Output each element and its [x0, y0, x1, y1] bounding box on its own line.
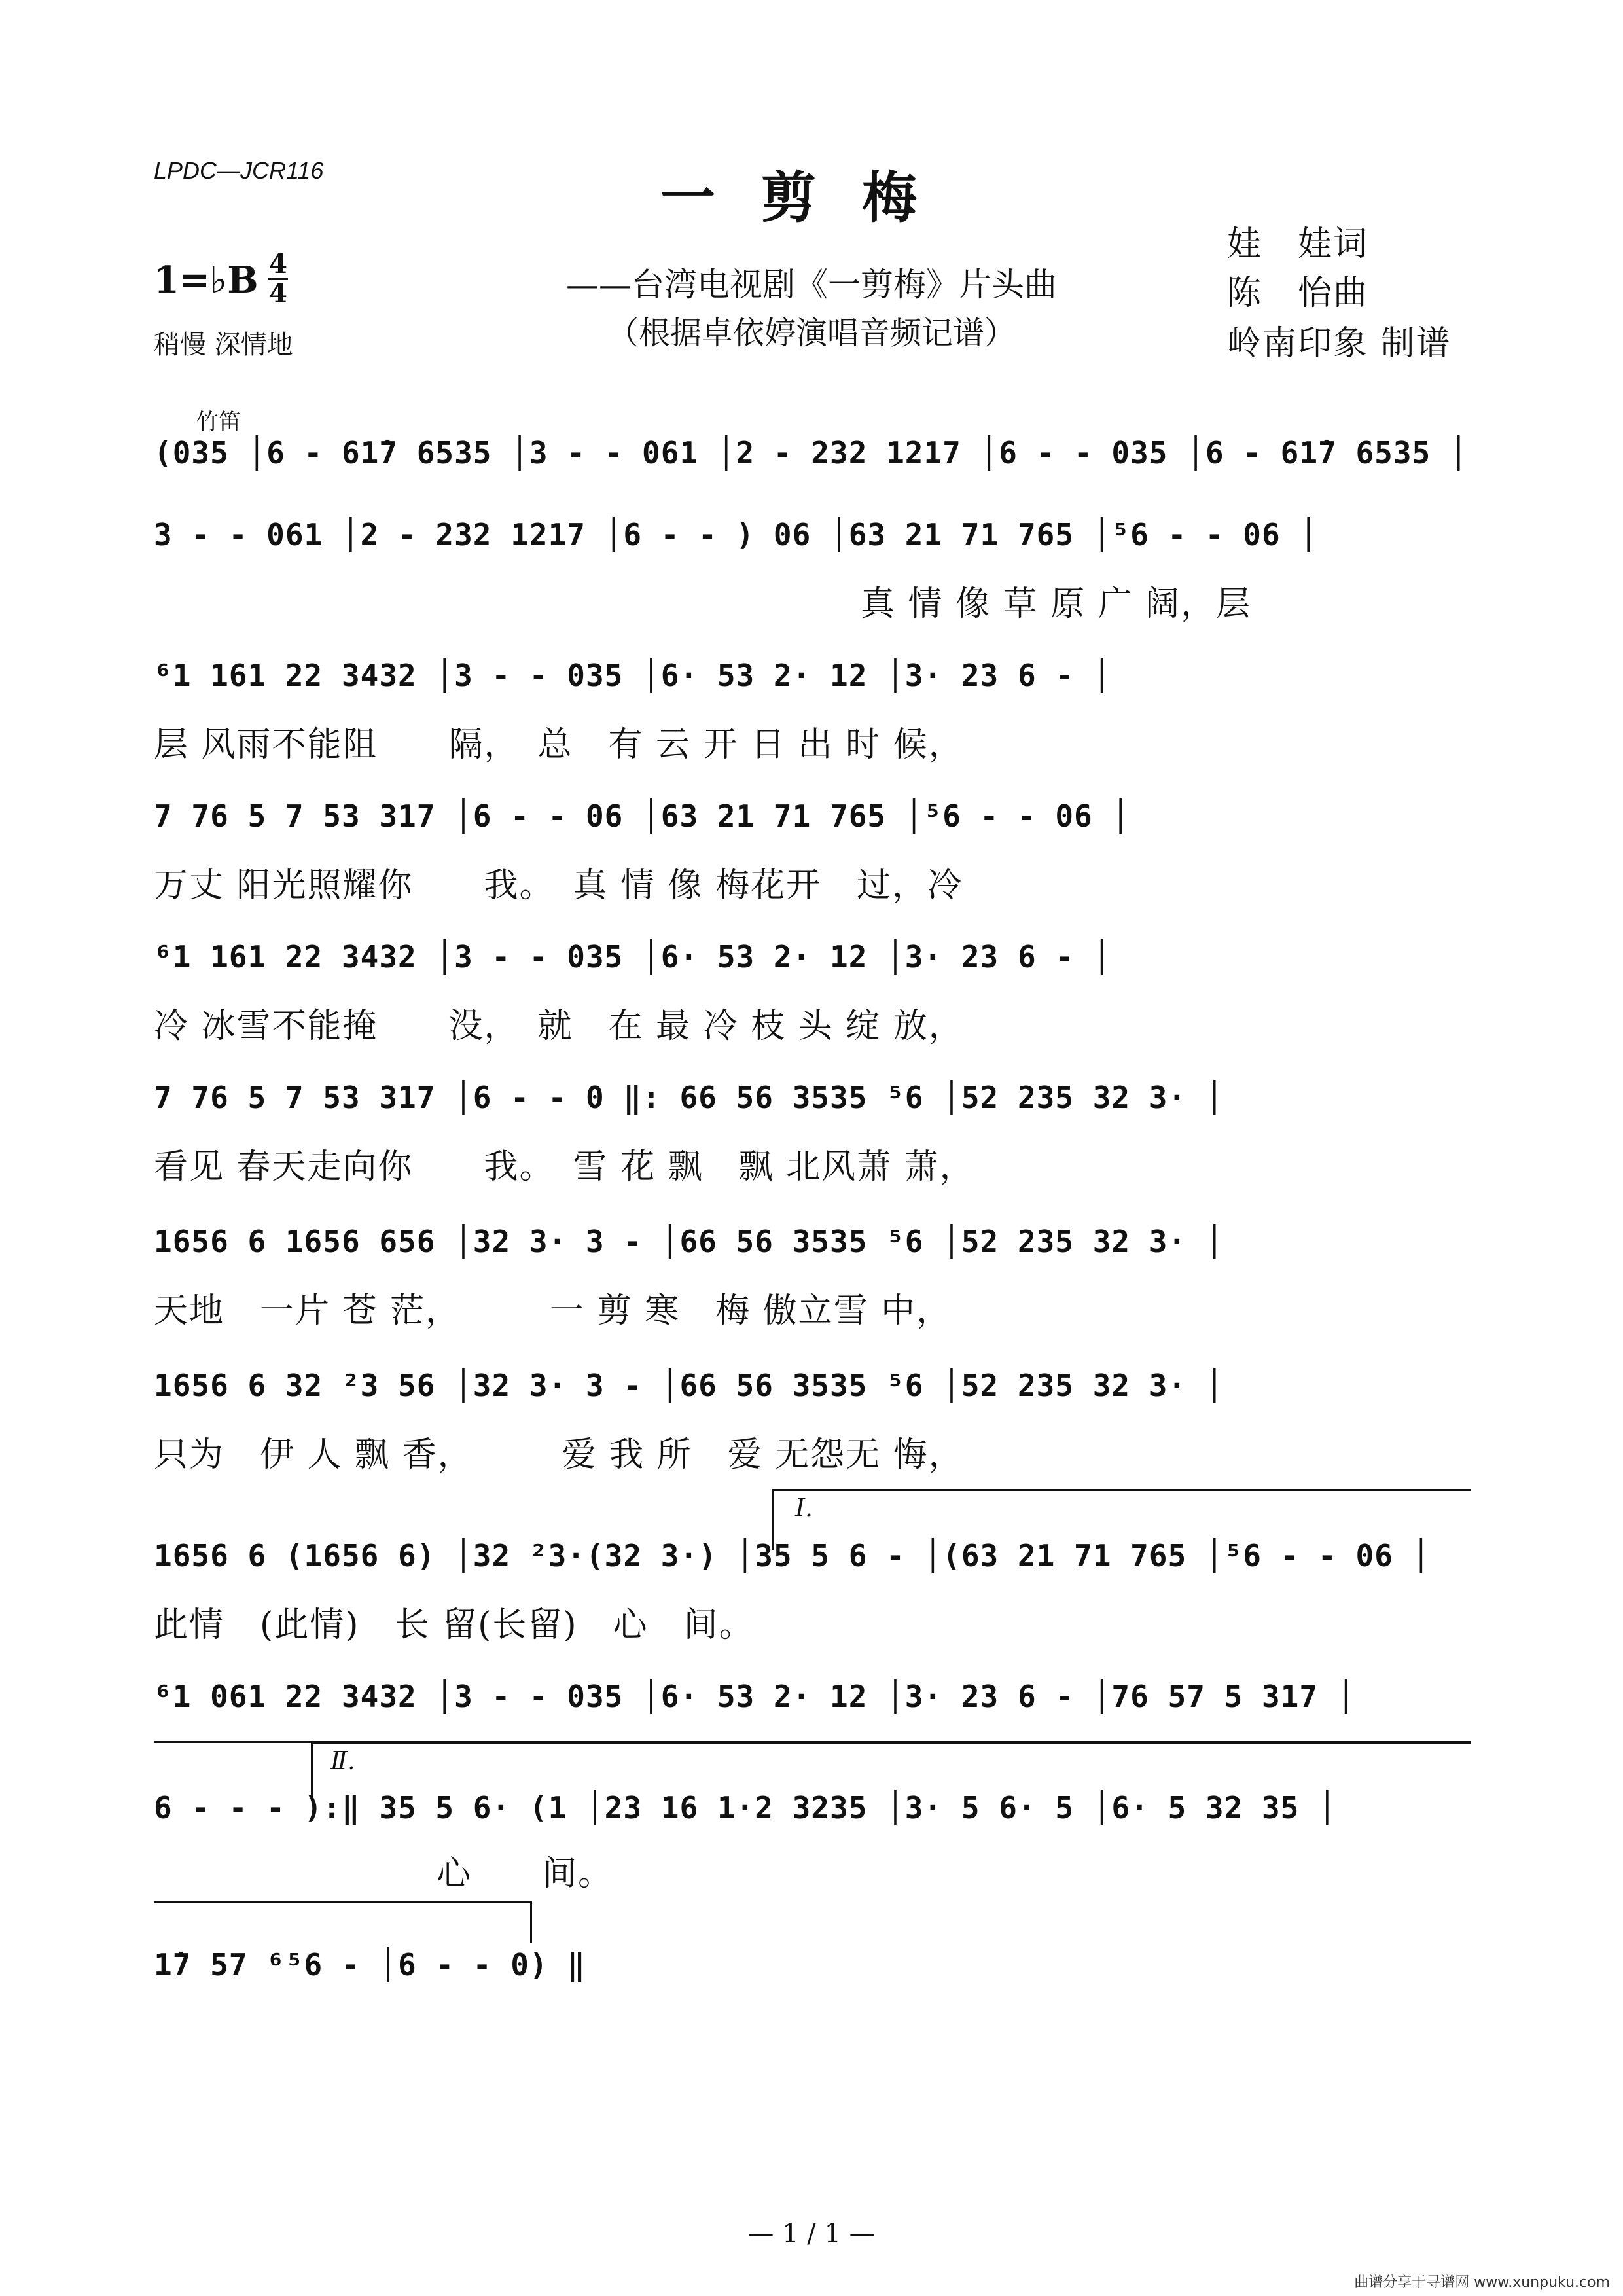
score-line-5-notes: ⁶1 161 22 3432 │3 - - 035 │6· 53 2· 12 │3· 23 6 - │ [154, 939, 1112, 975]
instrument-label: 竹笛 [196, 409, 241, 435]
song-title: 一剪梅 [660, 165, 963, 230]
score-line-6-notes: 7 76 5 7 53 317 │6 - - 0 ‖: 66 56 3535 ⁵6 │52 235 32 3· │ [154, 1080, 1224, 1115]
score-line-7-notes: 1656 6 1656 656 │32 3· 3 - │66 56 3535 ⁵6 │52 235 32 3· │ [154, 1224, 1224, 1259]
score-line-9-lyrics: 此情 (此情) 长 留(长留) 心 间。 [154, 1605, 755, 1645]
score-line-2-lyrics: 真 情 像 草 原 广 阔，层 [154, 584, 1252, 624]
arranger-credit: 岭南印象 制谱 [1227, 324, 1452, 363]
score-line-7-lyrics: 天地 一片 苍 茫， 一 剪 寒 梅 傲立雪 中， [154, 1291, 952, 1331]
volta-2-bracket [311, 1742, 1471, 1797]
score-line-6-lyrics: 看见 春天走向你 我。 雪 花 飘 飘 北风萧 萧， [154, 1147, 975, 1187]
source-note: （根据卓依婷演唱音频记谱） [607, 315, 1016, 351]
site-watermark: 曲谱分享于寻谱网 www.xunpuku.com [1354, 2274, 1610, 2291]
score-line-1-notes: (035 │6 - 61̇7 6535 │3 - - 061 │2 - 232 1217 │6 - - 035 │6 - 61̇7 6535 │ [154, 435, 1469, 471]
score-line-12-notes: 1̇7 57 ⁶⁵6 - │6 - - 0) ‖ [154, 1947, 586, 1982]
key-signature: 1=♭B [154, 259, 259, 302]
volta-2-continuation [154, 1901, 532, 1943]
lyricist-credit: 娃 娃词 [1227, 224, 1369, 264]
score-line-8-lyrics: 只为 伊 人 飘 香， 爱 我 所 爱 无怨无 悔， [154, 1435, 964, 1475]
score-line-2-notes: 3 - - 061 │2 - 232 1217 │6 - - ) 06 │63 21 71 765 │⁵6 - - 06 │ [154, 517, 1319, 552]
score-line-3-lyrics: 层 风雨不能阻 隔， 总 有 云 开 日 出 时 候， [154, 725, 964, 764]
score-line-11-notes: 6 - - - ):‖ 35 5 6· (1 │23 16 1·2 3235 │3· 5 6· 5 │6· 5 32 35 │ [154, 1790, 1337, 1825]
time-top: 4 [269, 249, 287, 279]
score-line-5-lyrics: 冷 冰雪不能掩 没， 就 在 最 冷 枝 头 绽 放， [154, 1007, 964, 1046]
score-line-10-notes: ⁶1 061 22 3432 │3 - - 035 │6· 53 2· 12 │3· 23 6 - │76 57 5 317 │ [154, 1679, 1356, 1714]
time-bottom: 4 [269, 278, 287, 309]
page-number: — 1 / 1 — [747, 2219, 876, 2249]
catalog-number: LPDC—JCR116 [154, 157, 324, 184]
subtitle: ——台湾电视剧《一剪梅》片头曲 [566, 266, 1057, 304]
score-line-4-lyrics: 万丈 阳光照耀你 我。 真 情 像 梅花开 过，冷 [154, 866, 963, 905]
score-line-8-notes: 1656 6 32 ²3 56 │32 3· 3 - │66 56 3535 ⁵6 │52 235 32 3· │ [154, 1368, 1224, 1403]
composer-credit: 陈 怡曲 [1227, 274, 1369, 313]
volta-1-label: Ⅰ. [795, 1494, 813, 1522]
tempo-marking: 稍慢 深情地 [154, 330, 293, 360]
score-line-11-lyrics: 心 间。 [154, 1854, 614, 1893]
score-line-3-notes: ⁶1 161 22 3432 │3 - - 035 │6· 53 2· 12 │3· 23 6 - │ [154, 658, 1112, 693]
score-line-9-notes: 1656 6 (1656 6) │32 ²3·(32 3·) │35 5 6 - │(63 21 71 765 │⁵6 - - 06 │ [154, 1538, 1431, 1573]
volta-2-label: Ⅱ. [330, 1746, 355, 1775]
score-line-4-notes: 7 76 5 7 53 317 │6 - - 06 │63 21 71 765 │⁵6 - - 06 │ [154, 798, 1131, 834]
